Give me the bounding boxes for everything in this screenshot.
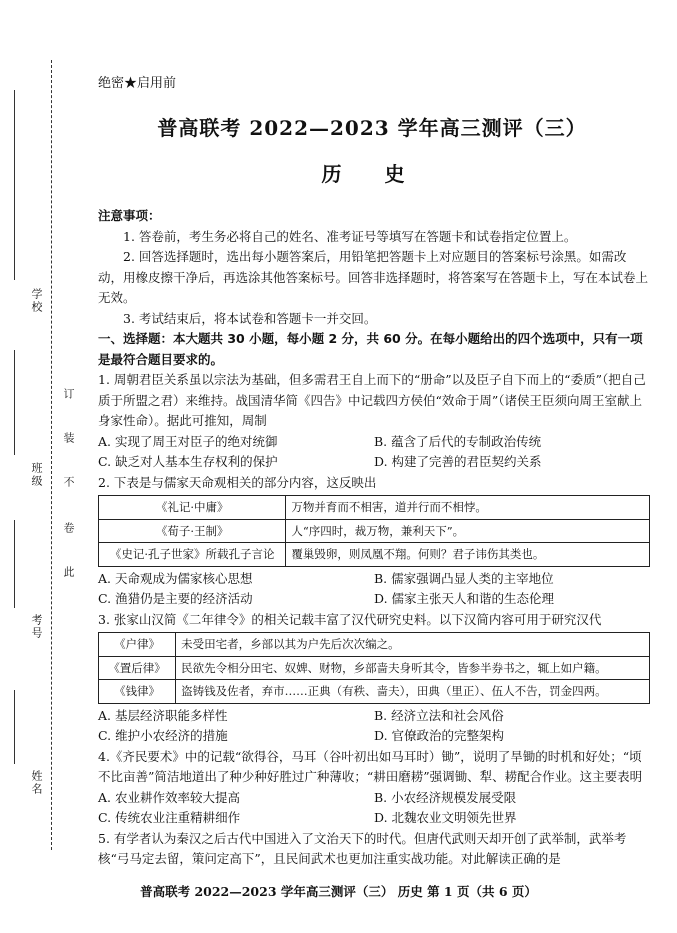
note-item: 3. 考试结束后，将本试卷和答题卡一并交回。 [123, 310, 377, 326]
exam-number-blank-line [14, 520, 15, 608]
question-options [98, 432, 650, 473]
table-row [99, 656, 650, 680]
option: B. 经济立法和社会风俗 [374, 707, 504, 723]
table-cell: 人“序四时，裁万物，兼利天下”。 [286, 519, 650, 543]
table-cell: 《户律》 [99, 633, 176, 657]
exam-title: 普高联考 2022—2023 学年高三测评（三） [157, 116, 587, 140]
name-label: 姓名 [30, 770, 43, 796]
option: B. 儒家强调凸显人类的主宰地位 [374, 570, 554, 586]
seal-char: 此 [62, 566, 75, 577]
table-cell: 《荀子·王制》 [99, 519, 286, 543]
subject-title: 历 史 [321, 162, 423, 186]
confidential-mark: 绝密★启用前 [98, 76, 177, 91]
table-row [99, 543, 650, 567]
question-options [98, 569, 650, 610]
school-label: 学校 [30, 288, 43, 314]
exam-body [98, 206, 650, 870]
question-stem: 3. 张家山汉简《二年律令》的相关记载丰富了汉代研究史料。以下汉简内容可用于研究汉代 [98, 611, 602, 627]
question-options [98, 706, 650, 747]
class-label: 班级 [30, 462, 43, 488]
table-cell: 覆巢毁卵，则凤凰不翔。何则？君子讳伤其类也。 [286, 543, 650, 567]
question-stem: 5. 有学者认为秦汉之后古代中国进入了文治天下的时代。但唐代武则天却开创了武举制，武举考核“弓马定去留，策问定高下”，且民间武术也更加注重实战功能。对此解读正确的是 [98, 830, 627, 866]
option: A. 实现了周王对臣子的绝对统御 [98, 433, 278, 449]
option: D. 官僚政治的完整架构 [374, 728, 505, 743]
option: A. 基层经济职能多样性 [98, 707, 228, 723]
name-blank-line [14, 690, 15, 764]
option: C. 传统农业注重精耕细作 [98, 810, 241, 825]
option: B. 蕴含了后代的专制政治传统 [374, 433, 542, 449]
table-row [99, 680, 650, 704]
notes-heading: 注意事项： [98, 208, 161, 223]
table-row [99, 519, 650, 543]
page-footer: 普高联考 2022—2023 学年高三测评（三） 历史 第 1 页（共 6 页） [140, 884, 537, 899]
section-heading: 一、选择题：本大题共 30 小题，每小题 2 分，共 60 分。在每小题给出的四个选项中，只有一项是最符合题目要求的。 [98, 331, 643, 367]
option: A. 天命观成为儒家核心思想 [98, 570, 253, 586]
binding-dashed-line [51, 60, 52, 850]
seal-char: 订 [62, 388, 75, 399]
table-cell: 《置后律》 [99, 656, 176, 680]
option: C. 维护小农经济的措施 [98, 728, 228, 743]
table-cell: 《礼记·中庸》 [99, 496, 286, 520]
option: A. 农业耕作效率较大提高 [98, 789, 240, 805]
option: D. 北魏农业文明领先世界 [374, 810, 517, 825]
seal-char: 卷 [62, 522, 75, 533]
seal-char: 装 [62, 432, 75, 443]
binding-margin [0, 0, 80, 933]
question-stem: 1. 周朝君臣关系虽以宗法为基础，但多需君王自上而下的“册命”以及臣子自下而上的“委质”（把自己质于所盟之君）来维持。战国清华简《四告》中记载四方侯伯“效命于周”（诸侯王臣须向周王室献上身家性命）。据此可推知，周制 [98, 372, 646, 428]
table-cell: 未受田宅者，乡部以其为户先后次次编之。 [176, 633, 650, 657]
option: D. 构建了完善的君臣契约关系 [374, 454, 542, 469]
option: C. 渔猎仍是主要的经济活动 [98, 591, 253, 606]
option: C. 缺乏对人基本生存权利的保护 [98, 454, 278, 469]
question-table [98, 495, 650, 567]
table-cell: 《钱律》 [99, 680, 176, 704]
table-cell: 民欲先令相分田宅、奴婢、财物，乡部啬夫身听其令，皆参半券书之，辄上如户籍。 [176, 656, 650, 680]
exam-number-label: 考号 [30, 614, 43, 640]
option: D. 儒家主张天人和谐的生态伦理 [374, 591, 555, 606]
table-row [99, 633, 650, 657]
table-row [99, 496, 650, 520]
note-item: 1. 答卷前，考生务必将自己的姓名、准考证号等填写在答题卡和试卷指定位置上。 [123, 228, 577, 244]
seal-char: 不 [62, 476, 75, 487]
table-cell: 万物并育而不相害，道并行而不相悖。 [286, 496, 650, 520]
question-stem: 2. 下表是与儒家天命观相关的部分内容，这反映出 [98, 474, 377, 490]
class-blank-line [14, 350, 15, 455]
table-cell: 盗铸钱及佐者，弃市……正典（有秩、啬夫），田典（里正）、伍人不告，罚金四两。 [176, 680, 650, 704]
question-table [98, 632, 650, 704]
table-cell: 《史记·孔子世家》所载孔子言论 [99, 543, 286, 567]
note-item: 2. 回答选择题时，选出每小题答案后，用铅笔把答题卡上对应题目的答案标号涂黑。如需改动，用橡皮擦干净后，再选涂其他答案标号。回答非选择题时，将答案写在答题卡上，写在本试卷上无效。 [98, 249, 649, 305]
question-stem: 4.《齐民要术》中的记载“欲得谷，马耳（谷叶初出如马耳时）锄”，说明了旱锄的时机和好处；“顷不比亩善”简洁地道出了种少种好胜过广种薄收；“耕田磨耢”强调锄、犁、耢配合作业。这主要表明 [98, 748, 643, 784]
school-blank-line [14, 90, 15, 280]
option: B. 小农经济规模发展受限 [374, 789, 517, 805]
question-options [98, 788, 650, 829]
